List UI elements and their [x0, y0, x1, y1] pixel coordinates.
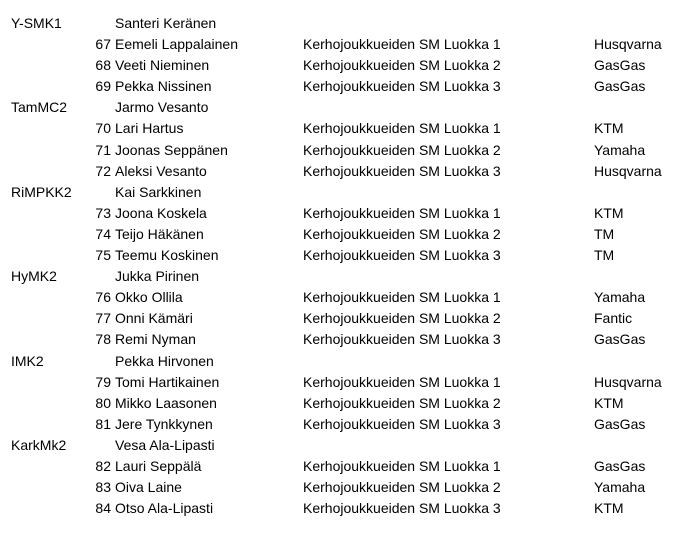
rider-number: 68: [95, 57, 111, 74]
rider-number: 70: [95, 120, 111, 137]
team-name: TamMC2: [11, 99, 68, 116]
team-leader: Jukka Pirinen: [115, 268, 200, 285]
rider-row: [0, 224, 681, 245]
rider-row: [0, 140, 681, 161]
rider-brand: KTM: [594, 394, 624, 411]
team-header-row: [0, 435, 681, 456]
rider-class: Kerhojoukkueiden SM Luokka 3: [303, 78, 501, 95]
rider-row: [0, 118, 681, 139]
rider-class: Kerhojoukkueiden SM Luokka 3: [303, 247, 501, 264]
rider-number: 72: [95, 162, 111, 179]
rider-brand: Husqvarna: [594, 162, 662, 179]
rider-brand: Husqvarna: [594, 36, 662, 53]
rider-brand: Husqvarna: [594, 373, 662, 390]
rider-row: [0, 161, 681, 182]
rider-brand: GasGas: [594, 331, 646, 348]
rider-number: 82: [95, 457, 111, 474]
team-roster-table: [0, 13, 681, 519]
rider-brand: TM: [594, 225, 615, 242]
rider-name: Aleksi Vesanto: [115, 162, 207, 179]
team-header-row: [0, 13, 681, 34]
rider-class: Kerhojoukkueiden SM Luokka 3: [303, 415, 501, 432]
rider-row: [0, 477, 681, 498]
rider-brand: Yamaha: [594, 289, 646, 306]
rider-brand: GasGas: [594, 57, 646, 74]
rider-class: Kerhojoukkueiden SM Luokka 2: [303, 57, 501, 74]
rider-row: [0, 55, 681, 76]
team-leader: Vesa Ala-Lipasti: [115, 436, 215, 453]
team-name: KarkMk2: [11, 436, 67, 453]
rider-name: Joonas Seppänen: [115, 141, 228, 158]
rider-row: [0, 245, 681, 266]
rider-number: 74: [95, 225, 111, 242]
rider-name: Onni Kämäri: [115, 310, 193, 327]
rider-number: 76: [95, 289, 111, 306]
rider-name: Pekka Nissinen: [115, 78, 212, 95]
rider-name: Jere Tynkkynen: [115, 415, 213, 432]
rider-brand: GasGas: [594, 457, 646, 474]
rider-name: Okko Ollila: [115, 289, 183, 306]
rider-brand: TM: [594, 247, 615, 264]
team-name: HyMK2: [11, 268, 57, 285]
rider-name: Veeti Nieminen: [115, 57, 210, 74]
rider-row: [0, 393, 681, 414]
team-header-row: [0, 351, 681, 372]
rider-number: 67: [95, 36, 111, 53]
rider-number: 79: [95, 373, 111, 390]
rider-brand: GasGas: [594, 78, 646, 95]
rider-number: 84: [95, 500, 111, 517]
rider-class: Kerhojoukkueiden SM Luokka 2: [303, 225, 501, 242]
rider-name: Eemeli Lappalainen: [115, 36, 238, 53]
rider-class: Kerhojoukkueiden SM Luokka 3: [303, 162, 501, 179]
rider-number: 80: [95, 394, 111, 411]
rider-number: 78: [95, 331, 111, 348]
rider-class: Kerhojoukkueiden SM Luokka 1: [303, 373, 501, 390]
rider-class: Kerhojoukkueiden SM Luokka 2: [303, 310, 501, 327]
rider-number: 83: [95, 479, 111, 496]
team-name: RiMPKK2: [11, 183, 72, 200]
rider-number: 75: [95, 247, 111, 264]
rider-number: 73: [95, 204, 111, 221]
rider-brand: GasGas: [594, 415, 646, 432]
rider-number: 69: [95, 78, 111, 95]
team-leader: Kai Sarkkinen: [115, 183, 202, 200]
rider-class: Kerhojoukkueiden SM Luokka 3: [303, 500, 501, 517]
rider-brand: KTM: [594, 120, 624, 137]
team-leader: Santeri Keränen: [115, 15, 217, 31]
rider-brand: KTM: [594, 500, 624, 517]
rider-row: [0, 34, 681, 55]
rider-class: Kerhojoukkueiden SM Luokka 1: [303, 289, 501, 306]
team-leader: Jarmo Vesanto: [115, 99, 209, 116]
rider-brand: Yamaha: [594, 479, 646, 496]
rider-class: Kerhojoukkueiden SM Luokka 3: [303, 331, 501, 348]
rider-number: 81: [95, 415, 111, 432]
rider-row: [0, 203, 681, 224]
rider-class: Kerhojoukkueiden SM Luokka 1: [303, 457, 501, 474]
rider-number: 77: [95, 310, 111, 327]
team-header-row: [0, 182, 681, 203]
rider-name: Otso Ala-Lipasti: [115, 500, 214, 517]
rider-row: [0, 498, 681, 519]
rider-name: Tomi Hartikainen: [115, 373, 220, 390]
rider-row: [0, 76, 681, 97]
rider-name: Lauri Seppälä: [115, 457, 202, 474]
team-header-row: [0, 97, 681, 118]
rider-brand: Fantic: [594, 310, 633, 327]
rider-row: [0, 329, 681, 350]
rider-row: [0, 414, 681, 435]
rider-row: [0, 372, 681, 393]
rider-name: Teijo Häkänen: [115, 225, 204, 242]
rider-class: Kerhojoukkueiden SM Luokka 1: [303, 36, 501, 53]
rider-name: Teemu Koskinen: [115, 247, 219, 264]
team-leader: Pekka Hirvonen: [115, 352, 214, 369]
rider-row: [0, 287, 681, 308]
team-header-row: [0, 266, 681, 287]
rider-class: Kerhojoukkueiden SM Luokka 2: [303, 479, 501, 496]
rider-class: Kerhojoukkueiden SM Luokka 1: [303, 120, 501, 137]
rider-brand: Yamaha: [594, 141, 646, 158]
rider-class: Kerhojoukkueiden SM Luokka 2: [303, 141, 501, 158]
team-name: IMK2: [11, 352, 44, 369]
rider-number: 71: [95, 141, 111, 158]
rider-class: Kerhojoukkueiden SM Luokka 1: [303, 204, 501, 221]
rider-brand: KTM: [594, 204, 624, 221]
rider-name: Oiva Laine: [115, 479, 182, 496]
rider-row: [0, 308, 681, 329]
rider-row: [0, 456, 681, 477]
rider-name: Joona Koskela: [115, 204, 207, 221]
rider-class: Kerhojoukkueiden SM Luokka 2: [303, 394, 501, 411]
rider-name: Lari Hartus: [115, 120, 184, 137]
rider-name: Mikko Laasonen: [115, 394, 217, 411]
rider-name: Remi Nyman: [115, 331, 196, 348]
team-name: Y-SMK1: [11, 15, 62, 31]
